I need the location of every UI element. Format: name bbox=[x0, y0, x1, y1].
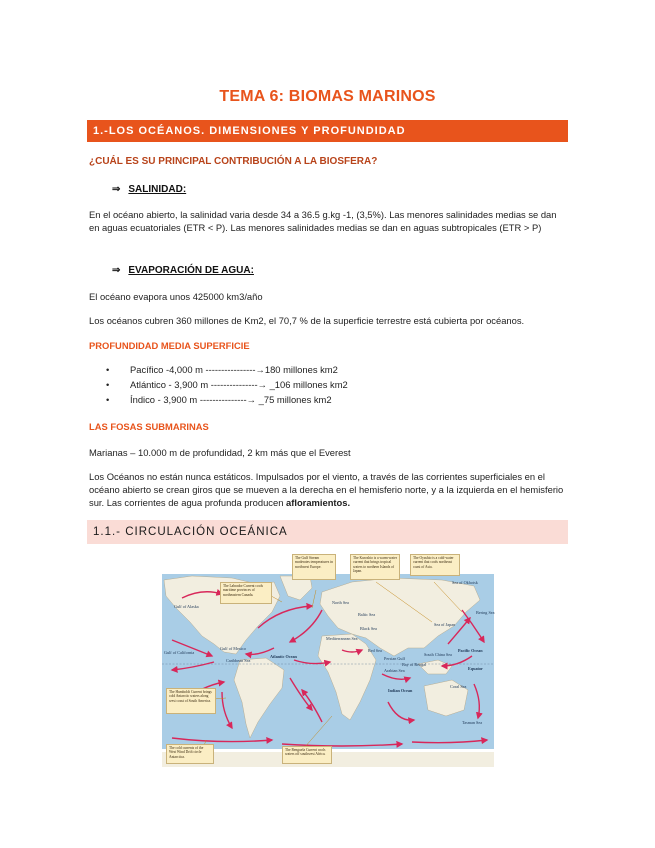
label-equator: Equator bbox=[468, 666, 483, 671]
label-tasman: Tasman Sea bbox=[462, 720, 483, 725]
label-coral-sea: Coral Sea bbox=[450, 684, 467, 689]
label-caribbean: Caribbean Sea bbox=[226, 658, 251, 663]
fosas-paragraph: Marianas – 10.000 m de profundidad, 2 km más que el Everest bbox=[89, 447, 351, 458]
label-black-sea: Black Sea bbox=[360, 626, 377, 631]
section-heading-oceanos: 1.-LOS OCÉANOS. DIMENSIONES Y PROFUNDIDAD bbox=[87, 120, 568, 142]
list-item: • Índico - 3,900 m ---------------→ _75 millones km2 bbox=[106, 394, 332, 405]
label-arabian: Arabian Sea bbox=[384, 668, 405, 673]
evaporacion-heading-text: EVAPORACIÓN DE AGUA: bbox=[128, 265, 254, 276]
profundidad-heading: PROFUNDIDAD MEDIA SUPERFICIE bbox=[89, 340, 250, 351]
fosas-heading: LAS FOSAS SUBMARINAS bbox=[89, 421, 209, 432]
bullet-icon: • bbox=[106, 364, 110, 375]
label-pacific: Pacific Ocean bbox=[458, 648, 483, 653]
salinidad-heading bbox=[112, 184, 186, 195]
caption-west-wind-drift: The cold currents of the West Wind Drift circle Antarctica. bbox=[166, 744, 214, 764]
ocean-currents-map bbox=[162, 552, 494, 767]
label-sea-okhotsk: Sea of Okhotsk bbox=[452, 580, 478, 585]
evaporacion-heading bbox=[112, 265, 254, 276]
caption-labrador: The Labrador Current cools maritime provinces of northeastern Canada. bbox=[220, 582, 272, 604]
section-heading-circulacion: 1.1.- CIRCULACIÓN OCEÁNICA bbox=[87, 520, 568, 544]
label-north-sea: North Sea bbox=[332, 600, 349, 605]
list-item: • Pacífico -4,000 m ----------------→180 millones km2 bbox=[106, 364, 338, 375]
question-heading: ¿CUÁL ES SU PRINCIPAL CONTRIBUCIÓN A LA BIOSFERA? bbox=[89, 156, 378, 167]
label-south-china: South China Sea bbox=[424, 652, 452, 657]
label-indian: Indian Ocean bbox=[388, 688, 413, 693]
implies-arrow-icon: ⇒ bbox=[112, 184, 121, 195]
label-bering: Bering Sea bbox=[476, 610, 495, 615]
label-red-sea: Red Sea bbox=[368, 648, 382, 653]
caption-benguela: The Benguela Current cools waters off southwest Africa. bbox=[282, 746, 332, 764]
caption-oyashio: The Oyashio is a cold-water current that cools northeast coast of Asia. bbox=[410, 554, 460, 576]
evaporacion-paragraph: El océano evapora unos 425000 km3/año bbox=[89, 291, 263, 302]
bullet-icon: • bbox=[106, 379, 110, 390]
map-graphic bbox=[162, 552, 494, 767]
caption-humboldt: The Humboldt Current brings cold Antarctic waters along west coast of South America. bbox=[166, 688, 216, 714]
label-bay-bengal: Bay of Bengal bbox=[402, 662, 427, 667]
label-gulf-alaska: Gulf of Alaska bbox=[174, 604, 199, 609]
salinidad-heading-text: SALINIDAD: bbox=[128, 184, 187, 195]
oceans-list bbox=[106, 362, 348, 407]
label-gulf-california: Gulf of California bbox=[164, 650, 195, 655]
corrientes-paragraph: Los Océanos no están nunca estáticos. Impulsados por el viento, a través de las corrientes superficiales en el océano abierto se crean giros que se mueven a la derecha en el hemisferio norte, y a la izquierda en el hemisferio sur. Las corrientes de agua profunda producen afloramientos. bbox=[89, 471, 564, 508]
list-item: • Atlántico - 3,900 m ---------------→ _106 millones km2 bbox=[106, 379, 348, 390]
label-mediterranean: Mediterranean Sea bbox=[326, 636, 358, 641]
label-sea-japan: Sea of Japan bbox=[434, 622, 456, 627]
label-gulf-mexico: Gulf of Mexico bbox=[220, 646, 247, 651]
page-title: TEMA 6: BIOMAS MARINOS bbox=[219, 88, 436, 105]
cobertura-paragraph: Los océanos cubren 360 millones de Km2, el 70,7 % de la superficie terrestre está cubierta por océanos. bbox=[89, 315, 525, 326]
label-persian-gulf: Persian Gulf bbox=[384, 656, 406, 661]
label-atlantic: Atlantic Ocean bbox=[270, 654, 297, 659]
label-baltic: Baltic Sea bbox=[358, 612, 376, 617]
caption-kuroshio: The Kuroshio is a warm-water current that brings tropical waters to northern Islands of Japan. bbox=[350, 554, 400, 580]
salinidad-paragraph: En el océano abierto, la salinidad varia desde 34 a 36.5 g.kg -1, (3,5%). Las menores salinidades medias se dan en aguas ecuatoriales (ETR < P). Las menores salinidades medias se dan en aguas subtropicales (ETR > P) bbox=[89, 209, 557, 233]
caption-gulf-stream: The Gulf Stream moderates temperatures in northwest Europe. bbox=[292, 554, 336, 580]
implies-arrow-icon: ⇒ bbox=[112, 265, 121, 276]
afloramientos-bold: afloramientos. bbox=[286, 497, 351, 508]
bullet-icon: • bbox=[106, 394, 110, 405]
